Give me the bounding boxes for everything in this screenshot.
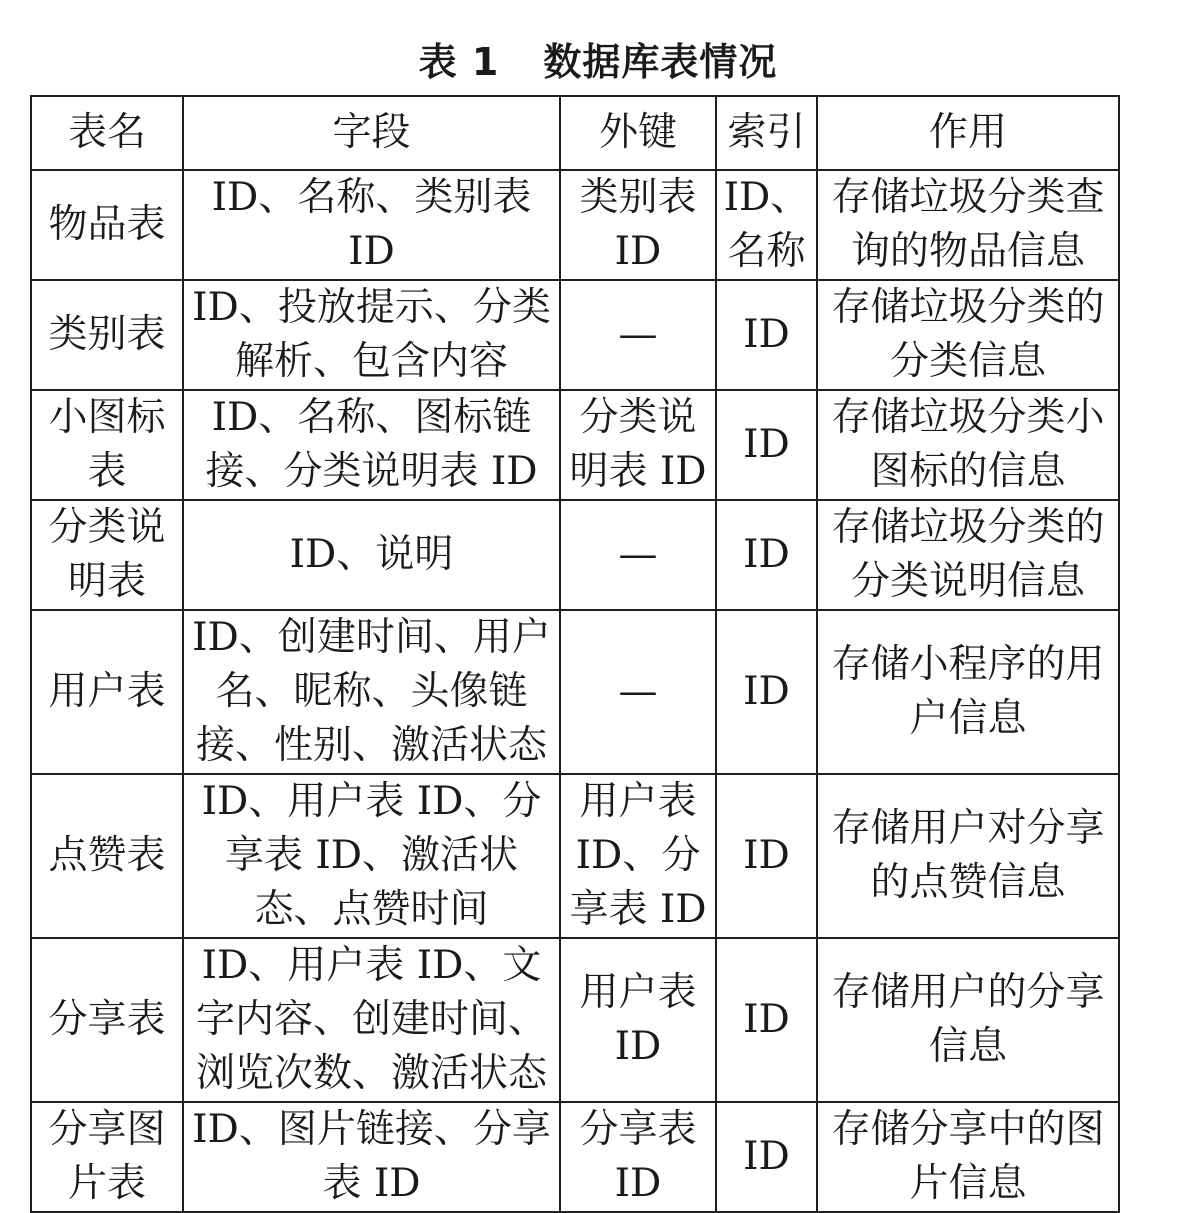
cell-foreign-key: — [560, 610, 716, 774]
header-name: 表名 [31, 96, 183, 170]
cell-index: ID [716, 280, 817, 390]
cell-purpose: 存储垃圾分类的分类说明信息 [817, 500, 1119, 610]
cell-purpose: 存储垃圾分类的分类信息 [817, 280, 1119, 390]
table-row [31, 170, 1119, 280]
cell-foreign-key: — [560, 500, 716, 610]
cell-fields: ID、名称、类别表 ID [183, 170, 560, 280]
cell-foreign-key: — [560, 280, 716, 390]
table-title: 数据库表情况 [543, 40, 778, 84]
cell-index: ID [716, 1102, 817, 1212]
cell-name: 用户表 [31, 610, 183, 774]
cell-index: ID [716, 610, 817, 774]
table-row [31, 280, 1119, 390]
cell-name: 分享表 [31, 938, 183, 1102]
header-fields: 字段 [183, 96, 560, 170]
header-index: 索引 [716, 96, 817, 170]
cell-fields: ID、说明 [183, 500, 560, 610]
cell-purpose: 存储用户的分享信息 [817, 938, 1119, 1102]
cell-purpose: 存储垃圾分类小图标的信息 [817, 390, 1119, 500]
cell-foreign-key: 分享表 ID [560, 1102, 716, 1212]
cell-fields: ID、用户表 ID、文字内容、创建时间、浏览次数、激活状态 [183, 938, 560, 1102]
cell-name: 物品表 [31, 170, 183, 280]
table-row [31, 1102, 1119, 1212]
cell-purpose: 存储小程序的用户信息 [817, 610, 1119, 774]
cell-foreign-key: 用户表 ID、分享表 ID [560, 774, 716, 938]
cell-fields: ID、用户表 ID、分享表 ID、激活状态、点赞时间 [183, 774, 560, 938]
cell-foreign-key: 类别表 ID [560, 170, 716, 280]
cell-name: 小图标表 [31, 390, 183, 500]
cell-foreign-key: 分类说明表 ID [560, 390, 716, 500]
cell-fields: ID、投放提示、分类解析、包含内容 [183, 280, 560, 390]
cell-index: ID [716, 938, 817, 1102]
cell-fields: ID、图片链接、分享表 ID [183, 1102, 560, 1212]
table-row [31, 610, 1119, 774]
cell-index: ID [716, 500, 817, 610]
header-row [31, 96, 1119, 170]
table-caption [0, 36, 1196, 88]
table-row [31, 774, 1119, 938]
cell-purpose: 存储用户对分享的点赞信息 [817, 774, 1119, 938]
cell-fields: ID、创建时间、用户名、昵称、头像链接、性别、激活状态 [183, 610, 560, 774]
cell-foreign-key: 用户表 ID [560, 938, 716, 1102]
header-foreign-key: 外键 [560, 96, 716, 170]
table-number: 表 1 [418, 40, 500, 84]
cell-index: ID、名称 [716, 170, 817, 280]
table-row [31, 390, 1119, 500]
database-table [30, 95, 1120, 1213]
header-purpose: 作用 [817, 96, 1119, 170]
cell-fields: ID、名称、图标链接、分类说明表 ID [183, 390, 560, 500]
cell-index: ID [716, 390, 817, 500]
cell-name: 点赞表 [31, 774, 183, 938]
cell-name: 类别表 [31, 280, 183, 390]
table-row [31, 500, 1119, 610]
cell-name: 分类说明表 [31, 500, 183, 610]
table-row [31, 938, 1119, 1102]
cell-purpose: 存储垃圾分类查询的物品信息 [817, 170, 1119, 280]
cell-name: 分享图片表 [31, 1102, 183, 1212]
cell-index: ID [716, 774, 817, 938]
cell-purpose: 存储分享中的图片信息 [817, 1102, 1119, 1212]
